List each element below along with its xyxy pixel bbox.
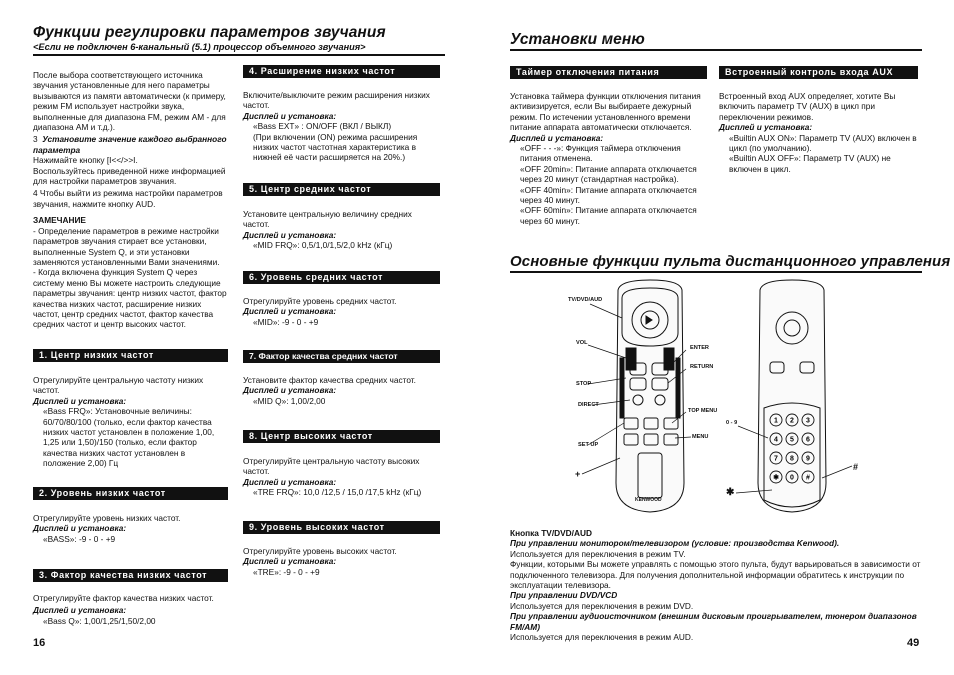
section-value: (При включении (ON) режима расширения низких частот частотная характеристика в нижней её части расширяется на 20%.) bbox=[253, 131, 418, 163]
left-title-rule bbox=[33, 54, 445, 56]
section-label: Дисплей и установка: bbox=[243, 476, 337, 487]
label-tv-dvd-aud: TV/DVD/AUD bbox=[568, 297, 603, 303]
mode-aud-heading: При управлении аудиоисточником (внешним дисковым проигрывателем, тюнером диапазонов FM/AM) bbox=[510, 611, 917, 632]
keypad-button-label: 1 bbox=[774, 417, 778, 425]
keypad-button-label: # bbox=[806, 474, 810, 482]
remote-description bbox=[510, 528, 922, 642]
right-page-number: 49 bbox=[907, 637, 920, 649]
step-note: Воспользуйтесь приведенной ниже информацией для настройки параметров звучания. bbox=[33, 165, 226, 187]
section-1-header: 1. Центр низких частот bbox=[33, 349, 228, 362]
section-desc: Отрегулируйте уровень средних частот. bbox=[243, 296, 397, 306]
timer-desc: Установка таймера функции отключения питания активизируется, если Вы выбираете дежурный режим. По истечении установленного времени питание аппарата автоматически отключается. bbox=[510, 91, 701, 133]
right-page-title: Установки меню bbox=[510, 31, 645, 48]
section-4-body bbox=[243, 90, 440, 163]
label-plus: + bbox=[575, 469, 581, 479]
left-page-number: 16 bbox=[33, 637, 46, 649]
label-zero-nine: 0 - 9 bbox=[726, 420, 738, 426]
section-label: Дисплей и установка: bbox=[33, 395, 127, 406]
section-desc: Отрегулируйте центральную частоту низких частот. bbox=[33, 375, 204, 396]
section-value: «MID FRQ»: 0,5/1,0/1,5/2,0 kHz (кГц) bbox=[253, 240, 393, 251]
section-1-body bbox=[33, 375, 228, 469]
section-7-body bbox=[243, 375, 440, 406]
aux-label: Дисплей и установка: bbox=[719, 122, 813, 133]
timer-label: Дисплей и установка: bbox=[510, 132, 604, 143]
keypad-button-label: 4 bbox=[774, 436, 778, 444]
section-label: Дисплей и установка: bbox=[243, 229, 337, 240]
section-value: «BASS»: -9 - 0 - +9 bbox=[43, 533, 116, 544]
section-6-body bbox=[243, 296, 440, 327]
mode-tv-note: Функции, которыми Вы можете управлять с помощью этого пульта, будут варьироваться в зависимости от подключенного телевизора. Для получения дополнительной информации обратитесь к инструкции по эксплуатации телевизора. bbox=[510, 559, 921, 591]
section-desc: Установите центральную величину средних частот. bbox=[243, 209, 412, 230]
section-3-header: 3. Фактор качества низких частот bbox=[33, 569, 228, 582]
section-label: Дисплей и установка: bbox=[243, 556, 337, 567]
section-value: «Bass Q»: 1,00/1,25/1,50/2,00 bbox=[43, 615, 156, 626]
section-desc: Включите/выключите режим расширения низких частот. bbox=[243, 90, 430, 111]
section-2-body bbox=[33, 513, 228, 544]
section-4-header: 4. Расширение низких частот bbox=[243, 65, 440, 78]
mode-dvd-heading: При управлении DVD/VCD bbox=[510, 590, 618, 601]
intro-text bbox=[33, 70, 229, 330]
section-desc: Установите фактор качества средних частот. bbox=[243, 375, 416, 385]
label-star: ✱ bbox=[726, 487, 735, 498]
section-label: Дисплей и установка: bbox=[243, 385, 337, 396]
section-value: «Bass FRQ»: Установочные величины: 60/70/80/100 (только, если фактор качества низких частот установлен в положение 1,00, 1,25 или 1,50)/150 (только, если фактор качества низких частот установлен в положение 2,00) Гц bbox=[43, 406, 215, 469]
intro-paragraph: После выбора соответствующего источника звучания установленные для него параметры вызываются из памяти автоматически (к примеру, режим FM использует настройки звука, выполненные для диапазона FM, режим AM - для диапазона AM и т.д.). bbox=[33, 70, 226, 133]
left-page-subtitle: <Если не подключен 6-канальный (5.1) процессор объемного звучания> bbox=[33, 42, 366, 52]
label-stop: STOP bbox=[576, 381, 592, 387]
step-number: 3 bbox=[33, 134, 38, 145]
note-line: - Определение параметров в режиме настройки параметров звучания стирает все установки, выполненные System Q, и эти установки заменяются установленными Вами значениями. bbox=[33, 225, 220, 267]
section-value: «TRE FRQ»: 10,0 /12,5 / 15,0 /17,5 kHz (кГц) bbox=[253, 487, 422, 498]
section-value: «MID»: -9 - 0 - +9 bbox=[253, 316, 319, 327]
label-vol: VOL bbox=[576, 340, 588, 346]
section-label: Дисплей и установка: bbox=[33, 523, 127, 534]
mode-tv-text: Используется для переключения в режим TV. bbox=[510, 548, 686, 559]
step-instruction: Нажимайте кнопку [I<</>>I. bbox=[33, 155, 138, 166]
aux-desc: Встроенный вход AUX определяет, хотите Вы включить параметр TV (AUX) в цикл при переключении режимов. bbox=[719, 91, 896, 122]
aux-value: «Builtin AUX OFF»: Параметр TV (AUX) не включен в цикл. bbox=[729, 153, 891, 174]
label-menu: MENU bbox=[692, 434, 709, 440]
timer-value: «OFF - - -»: Функция таймера отключения питания отменена. bbox=[520, 143, 681, 164]
section-2-header: 2. Уровень низких частот bbox=[33, 487, 228, 500]
key-title: Кнопка TV/DVD/AUD bbox=[510, 528, 592, 538]
aux-body bbox=[719, 91, 918, 174]
keypad-button-label: 9 bbox=[806, 455, 810, 463]
step-exit: 4 Чтобы выйти из режима настройки параметров звучания, нажмите кнопку AUD. bbox=[33, 188, 223, 209]
mode-dvd-text: Используется для переключения в режим DVD. bbox=[510, 600, 694, 611]
section-9-body bbox=[243, 546, 440, 577]
label-return: RETURN bbox=[690, 364, 714, 370]
keypad-button-label: 3 bbox=[806, 417, 810, 425]
section-8-header: 8. Центр высоких частот bbox=[243, 430, 440, 443]
section-label: Дисплей и установка: bbox=[243, 306, 337, 317]
section-label: Дисплей и установка: bbox=[33, 605, 127, 616]
timer-value: «OFF 60min»: Питание аппарата отключается через 60 минут. bbox=[520, 205, 697, 226]
section-value: «TRE»: -9 - 0 - +9 bbox=[253, 566, 320, 577]
aux-header: Встроенный контроль входа AUX bbox=[719, 66, 918, 79]
section-value: «Bass EXT» : ON/OFF (ВКЛ / ВЫКЛ) bbox=[253, 121, 392, 132]
section-desc: Отрегулируйте фактор качества низких частот. bbox=[33, 593, 214, 603]
remote-brand-logo: KENWOOD bbox=[635, 497, 662, 503]
remote-control-front bbox=[616, 280, 684, 512]
timer-value: «OFF 40min»: Питание аппарата отключается через 40 минут. bbox=[520, 184, 697, 206]
keypad-button-label: 0 bbox=[790, 474, 794, 482]
section-9-header: 9. Уровень высоких частот bbox=[243, 521, 440, 534]
remote-illustration bbox=[560, 278, 910, 523]
keypad-button-label: ✱ bbox=[773, 474, 779, 482]
section-desc: Отрегулируйте уровень высоких частот. bbox=[243, 546, 397, 556]
keypad-button-label: 5 bbox=[790, 436, 794, 444]
label-hash: # bbox=[853, 462, 859, 472]
keypad-button-label: 2 bbox=[790, 417, 794, 425]
section-desc: Отрегулируйте уровень низких частот. bbox=[33, 513, 181, 523]
label-enter: ENTER bbox=[690, 345, 709, 351]
label-top-menu: TOP MENU bbox=[688, 408, 718, 414]
section-desc: Отрегулируйте центральную частоту высоких частот. bbox=[243, 456, 420, 477]
step-heading: Установите значение каждого выбранного параметра bbox=[33, 134, 227, 155]
section-value: «MID Q»: 1,00/2,00 bbox=[253, 395, 326, 406]
keypad-button-label: 6 bbox=[806, 436, 810, 444]
note-line: - Когда включена функция System Q через систему меню Вы можете настроить следующие параметры звучания: центр низких частот, фактор качества низких частот, расширение низких частот, центр средних частот, фактор качества средних частот и центр высоких частот. bbox=[33, 267, 227, 330]
section-5-header: 5. Центр средних частот bbox=[243, 183, 440, 196]
label-direct: DIRECT bbox=[578, 402, 599, 408]
aux-value: «Builtin AUX ON»: Параметр TV (AUX) включен в цикл (по умолчанию). bbox=[729, 132, 917, 154]
keypad-button-label: 8 bbox=[790, 455, 794, 463]
timer-body bbox=[510, 91, 707, 226]
section-8-body bbox=[243, 456, 440, 498]
note-title: ЗАМЕЧАНИЕ bbox=[33, 215, 86, 226]
section-7-header: 7. Фактор качества средних частот bbox=[243, 350, 440, 363]
timer-value: «OFF 20min»: Питание аппарата отключается через 20 минут (стандартная настройка). bbox=[520, 163, 697, 185]
keypad-button-label: 7 bbox=[774, 455, 778, 463]
mode-aud-text: Используется для переключения в режим AUD. bbox=[510, 632, 694, 643]
right-title-rule bbox=[510, 49, 922, 51]
remote-title-rule bbox=[510, 271, 922, 273]
section-label: Дисплей и установка: bbox=[243, 110, 337, 121]
remote-section-title: Основные функции пульта дистанционного управления bbox=[510, 253, 951, 270]
section-3-body bbox=[33, 593, 233, 626]
mode-tv-heading: При управлении монитором/телевизором (условие: производства Kenwood). bbox=[510, 538, 840, 549]
section-6-header: 6. Уровень средних частот bbox=[243, 271, 440, 284]
label-setup: SET UP bbox=[578, 442, 599, 448]
timer-header: Таймер отключения питания bbox=[510, 66, 707, 79]
left-page-title: Функции регулировки параметров звучания bbox=[33, 24, 386, 41]
section-5-body bbox=[243, 209, 440, 251]
